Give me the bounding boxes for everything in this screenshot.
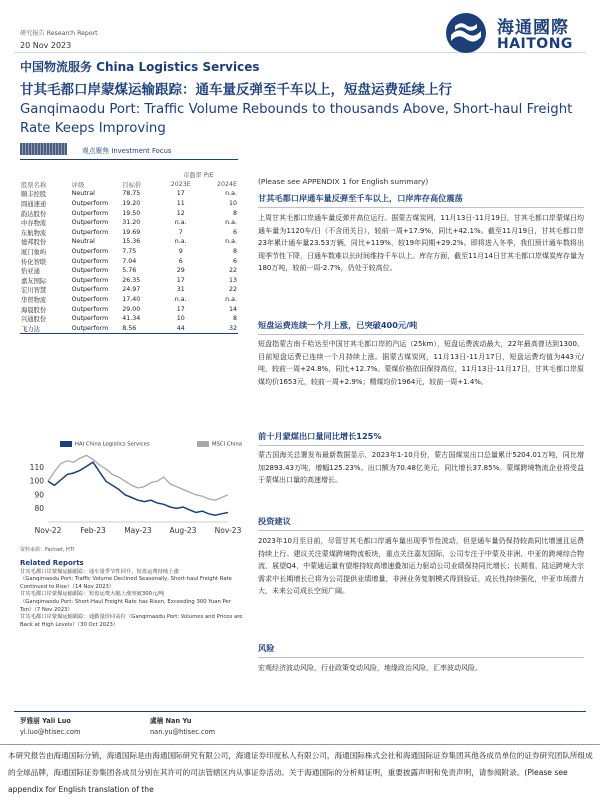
stock-rating: Outperform	[71, 324, 122, 334]
series-line-msci	[48, 455, 228, 500]
table-row	[20, 228, 238, 238]
table-row	[20, 266, 238, 276]
section-heading-freight: 短盘运费连续一个月上涨，已突破400元/吨	[258, 320, 418, 330]
stock-rating: Outperform	[71, 276, 109, 284]
table-row	[20, 208, 238, 218]
stock-rating: Outperform	[71, 286, 109, 294]
stock-pe-2024e: n.a.	[225, 190, 237, 198]
stock-pe-2024e: 8	[232, 248, 237, 256]
stock-pe-2023e: 6	[178, 257, 183, 265]
rating-table	[20, 170, 238, 334]
stock-pe-2024e: n.a.	[225, 238, 237, 246]
stock-rating: Outperform	[71, 305, 109, 313]
chart-source: 资料来源：Factset, HTI	[20, 547, 75, 553]
table-row	[20, 237, 238, 247]
related-item[interactable]: （Ganqimaodu Port: Traffic Volume Declined Seasonally, Short-haul Freight Rate Continued to Rise）（14 Nov 2023）	[20, 576, 232, 590]
stock-pe-2023e: 29	[176, 267, 185, 275]
stock-pe-2024e: 6	[232, 257, 237, 265]
related-item[interactable]: （Ganqimaodu Port: Short-Haul Freight Rate has Risen, Exceeding 300 Yuan Per Ton）（7 Nov 2023）	[20, 598, 231, 613]
stock-pe-2024e: 8	[232, 209, 237, 217]
section-heading-risk: 风险	[258, 643, 275, 653]
stock-pe-2024e: 22	[228, 267, 237, 275]
stock-pe-2023e: 9	[178, 248, 183, 256]
legend-swatch-msci	[197, 441, 209, 447]
section-body-risk: 宏观经济波动风险，行业政策变动风险，地缘政治风险，汇率波动风险。	[258, 664, 482, 672]
x-tick-label: Nov-23	[214, 526, 242, 535]
analyst-name: 虞楠 Nan Yu	[150, 717, 192, 725]
related-item[interactable]: 甘其毛都口岸蒙煤运输跟踪：通勤量价回高位（Ganqimaodu Port: Volumes and Prices are Back at High Levels）（30 Oct 2023）	[20, 614, 243, 628]
logo-text-en: HAITONG	[497, 36, 573, 52]
stock-rating: Outperform	[71, 209, 109, 217]
stock-pe-2024e: 8	[232, 315, 237, 323]
report-kind: 研究报告 Research Report	[20, 30, 98, 37]
stock-pe-2024e: n.a.	[225, 296, 237, 304]
stock-pe-2023e: 7	[178, 228, 183, 236]
legend-swatch-hai	[60, 441, 72, 447]
table-row	[20, 218, 238, 228]
table-row	[20, 324, 238, 334]
stock-rating: Neutral	[71, 238, 95, 246]
stock-pe-2023e: n.a.	[174, 296, 187, 304]
stock-name: 飞力达	[20, 324, 71, 334]
stock-rating: Outperform	[71, 315, 109, 323]
stock-name: 嘉友国际	[21, 277, 47, 285]
stock-target-price: 15.36	[122, 238, 141, 246]
col-header-2023e: 2023E	[170, 180, 191, 188]
stock-name: 传化智联	[21, 258, 47, 266]
stock-rating: Outperform	[71, 228, 109, 236]
stock-pe-2023e: 12	[176, 209, 185, 217]
stock-pe-2023e: 44	[159, 324, 203, 334]
stock-pe-2024e: 13	[228, 276, 237, 284]
col-header-target: 目标价	[122, 181, 142, 189]
stock-target-price: 19.69	[122, 228, 141, 236]
section-divider	[258, 657, 584, 658]
stock-target-price: 41.34	[122, 315, 141, 323]
stock-target-price: 26.35	[122, 276, 141, 284]
haitong-emblem-icon	[443, 11, 489, 55]
col-header-rating: 评级	[71, 181, 85, 189]
y-tick-label: 90	[34, 490, 44, 500]
related-reports	[20, 560, 244, 629]
stock-pe-2023e: 17	[176, 276, 185, 284]
stock-name: 华贸物流	[21, 297, 47, 305]
stock-target-price: 7.04	[122, 257, 137, 265]
left-column-divider	[20, 159, 238, 160]
x-tick-label: Feb-23	[80, 526, 106, 535]
section-heading-traffic: 甘其毛都口岸通车量反弹至千车以上，口岸库存高位震荡	[258, 193, 463, 203]
section-body-export: 蒙古国海关总署发布最新数据显示，2023年1-10月份，蒙古国煤炭出口总量累计5204.01万吨，同比增加2893.43万吨，增幅125.23%。出口额为70.48亿美元，同比增长37.85%。蒙煤跨境物流企业将受益于蒙煤出口量的高速增长。	[258, 451, 584, 485]
stock-rating: Outperform	[71, 200, 109, 208]
x-tick-label: Nov-22	[34, 526, 62, 535]
stock-rating: Outperform	[71, 257, 109, 265]
stock-pe-2023e: 17	[176, 190, 185, 198]
section-divider	[258, 530, 584, 531]
stock-target-price: 17.40	[122, 296, 141, 304]
table-row	[20, 314, 238, 324]
stock-name: 怡亚通	[21, 268, 40, 276]
col-header-2024e: 2024E	[216, 180, 237, 188]
stock-rating: Outperform	[71, 296, 109, 304]
stock-pe-2024e: 32	[203, 324, 238, 334]
related-item[interactable]: 甘其毛都口岸蒙煤运输跟踪：通车量季节性回升，短盘运费持续上涨	[20, 568, 179, 575]
disclaimer-divider	[0, 744, 600, 745]
stock-rating: Outperform	[71, 219, 109, 227]
stock-pe-2024e: 22	[228, 286, 237, 294]
section-body-advice: 2023年10月至目前，尽管甘其毛都口岸通车量出现季节性波动，但是通车量仍保持较高同比增速且运费持续上行。建议关注蒙煤跨境物流板块，重点关注嘉友国际，公司专注于中蒙及非洲、中亚的跨境综合物流，展望Q4，中蒙通运量有望维持较高增速叠加运力驱动公司业绩保持同比增长；长期看，陆运跨境大宗需求中长期增长已将为公司提供业绩增量，非洲业务复制模式得到验证，成长性持续强化，中亚市场潜力大，未来公司成长空间广阔。	[258, 537, 584, 596]
logo-text-cn: 海通國際	[497, 18, 569, 38]
stock-target-price: 8.56	[121, 324, 158, 334]
industry-label: 中国物流服务 China Logistics Services	[20, 60, 260, 74]
stock-name: 东航物流	[21, 229, 47, 237]
stock-name: 海晨股份	[21, 306, 47, 314]
focus-bar	[20, 143, 67, 155]
stock-pe-2023e: n.a.	[174, 238, 187, 246]
stock-name: 中谷物流	[21, 220, 47, 228]
analyst-card	[150, 716, 215, 738]
stock-pe-2023e: n.a.	[174, 219, 187, 227]
table-row	[20, 189, 238, 199]
stock-name: 宏川智慧	[21, 287, 47, 295]
pe-header: 市盈率 P/E	[182, 172, 214, 180]
stock-rating: Outperform	[71, 267, 109, 275]
stock-pe-2024e: 10	[228, 200, 237, 208]
section-body-freight: 短盘指蒙古南千哈达至中国甘其毛都口岸的汽运（25km），短盘运费波动最大，22年最高曾达到1300。目前短盘运费已连续一个月持续上涨。据蒙古煤炭网，11月13日-11月17日，短盘运费均值为443元/吨，较前一周+24.8%，同比+12.7%。蒙煤价格依旧保持高位，11月13日-11月17日，甘其毛都口岸原煤均价1653元，较前一周+2.9%；精煤均价1964元，较前一周+1.4%。	[258, 340, 584, 386]
stock-pe-2024e: n.a.	[225, 219, 237, 227]
stock-pe-2024e: 6	[232, 228, 237, 236]
related-heading: Related Reports	[20, 559, 84, 567]
section-heading-advice: 投资建议	[258, 516, 291, 526]
y-tick-label: 80	[34, 503, 44, 513]
title-cn: 甘其毛都口岸蒙煤运输跟踪：通车量反弹至千车以上，短盘运费延续上行	[20, 82, 452, 98]
analyst-card	[20, 716, 80, 738]
table-row	[20, 199, 238, 209]
performance-chart	[14, 448, 242, 540]
section-heading-export: 前十月蒙煤出口量同比增长125%	[258, 431, 382, 441]
chart-legend	[60, 441, 242, 448]
table-row	[20, 247, 238, 257]
table-header-top	[20, 170, 238, 180]
disclaimer-text: 本研究报告由海通国际分销，海通国际是由海通国际研究有限公司，海通证券印度私人有限公司，海通国际株式会社和海通国际证券集团其他各成员单位的证券研究团队所组成的全球品牌，海通国际证券集团各成员分别在其许可的司法管辖区内从事证券活动。关于海通国际的分析师证明，重要披露声明和免责声明，请参阅附录。(Please see appendix for English translation of the	[8, 751, 593, 794]
appendix-note[interactable]: (Please see APPENDIX 1 for English summary)	[258, 177, 429, 186]
table-row	[20, 256, 238, 266]
stock-target-price: 31.20	[122, 219, 141, 227]
stock-pe-2023e: 31	[176, 286, 185, 294]
y-tick-label: 110	[29, 463, 44, 473]
footer-divider	[14, 711, 586, 712]
report-date: 20 Nov 2023	[20, 41, 72, 50]
y-tick-label: 100	[29, 476, 44, 486]
stock-target-price: 7.75	[122, 248, 137, 256]
series-line-hai	[48, 462, 228, 515]
stock-target-price: 24.97	[122, 286, 141, 294]
col-header-name: 股票名称	[21, 181, 47, 189]
stock-name: 德邦股份	[21, 239, 47, 247]
analyst-email[interactable]: yl.luo@htisec.com	[20, 728, 81, 736]
table-row	[20, 295, 238, 305]
stock-name: 厦门象屿	[21, 249, 47, 257]
stock-name: 圆通速递	[21, 201, 47, 209]
stock-name: 兴通股份	[21, 316, 47, 324]
analyst-email[interactable]: nan.yu@htisec.com	[150, 728, 216, 736]
stock-name: 韵达股份	[21, 210, 47, 218]
related-item[interactable]: 甘其毛都口岸蒙煤运输跟踪：短盘运费大幅上涨突破300元/吨	[20, 591, 165, 598]
section-divider	[258, 207, 584, 208]
x-tick-label: May-23	[124, 526, 152, 535]
stock-target-price: 78.75	[122, 190, 141, 198]
stock-pe-2023e: 11	[176, 200, 185, 208]
stock-name: 顺丰控股	[21, 191, 47, 199]
stock-rating: Outperform	[71, 248, 109, 256]
table-row	[20, 304, 238, 314]
x-tick-label: Aug-23	[169, 526, 197, 535]
analyst-name: 罗雅丽 Yali Luo	[20, 717, 71, 725]
stock-pe-2024e: 14	[228, 305, 237, 313]
stock-pe-2023e: 17	[176, 305, 185, 313]
section-body-traffic: 上周甘其毛都口岸通车量反弹并高位运行。据蒙古煤炭网，11月13日-11月19日，甘其毛都口岸蒙煤日均通车量为1120车/日（不含闭关日），较前一周+17.9%，同比+42.1%。截至11月19日，甘其毛都口岸23年累计通车量23.53万辆，同比+119%，较19年同期+29.2%。即将进入冬季，我们预计通车数将出现季节性下降，日通车数难以长时间维持千车以上。库存方面，截至11月14日甘其毛都口岸煤炭库存量为180万吨，较前一周-2.7%，仍处于较高位。	[258, 214, 584, 273]
stock-target-price: 29.00	[122, 305, 141, 313]
stock-target-price: 19.50	[122, 209, 141, 217]
stock-target-price: 5.76	[122, 267, 137, 275]
focus-label: 观点聚焦 Investment Focus	[82, 147, 172, 155]
legend-label-hai: HAI China Logistics Services	[75, 441, 150, 448]
stock-target-price: 19.20	[122, 200, 141, 208]
legend-label-msci: MSCI China	[211, 441, 242, 448]
table-row	[20, 276, 238, 286]
table-row	[20, 285, 238, 295]
section-divider	[258, 334, 584, 335]
stock-pe-2023e: 10	[176, 315, 185, 323]
section-divider	[258, 445, 584, 446]
table-header-row	[20, 180, 238, 190]
title-en: Ganqimaodu Port: Traffic Volume Rebounds to thousands Above, Short-haul Freight Rate Keeps Improving	[20, 102, 573, 136]
stock-rating: Neutral	[71, 190, 95, 198]
